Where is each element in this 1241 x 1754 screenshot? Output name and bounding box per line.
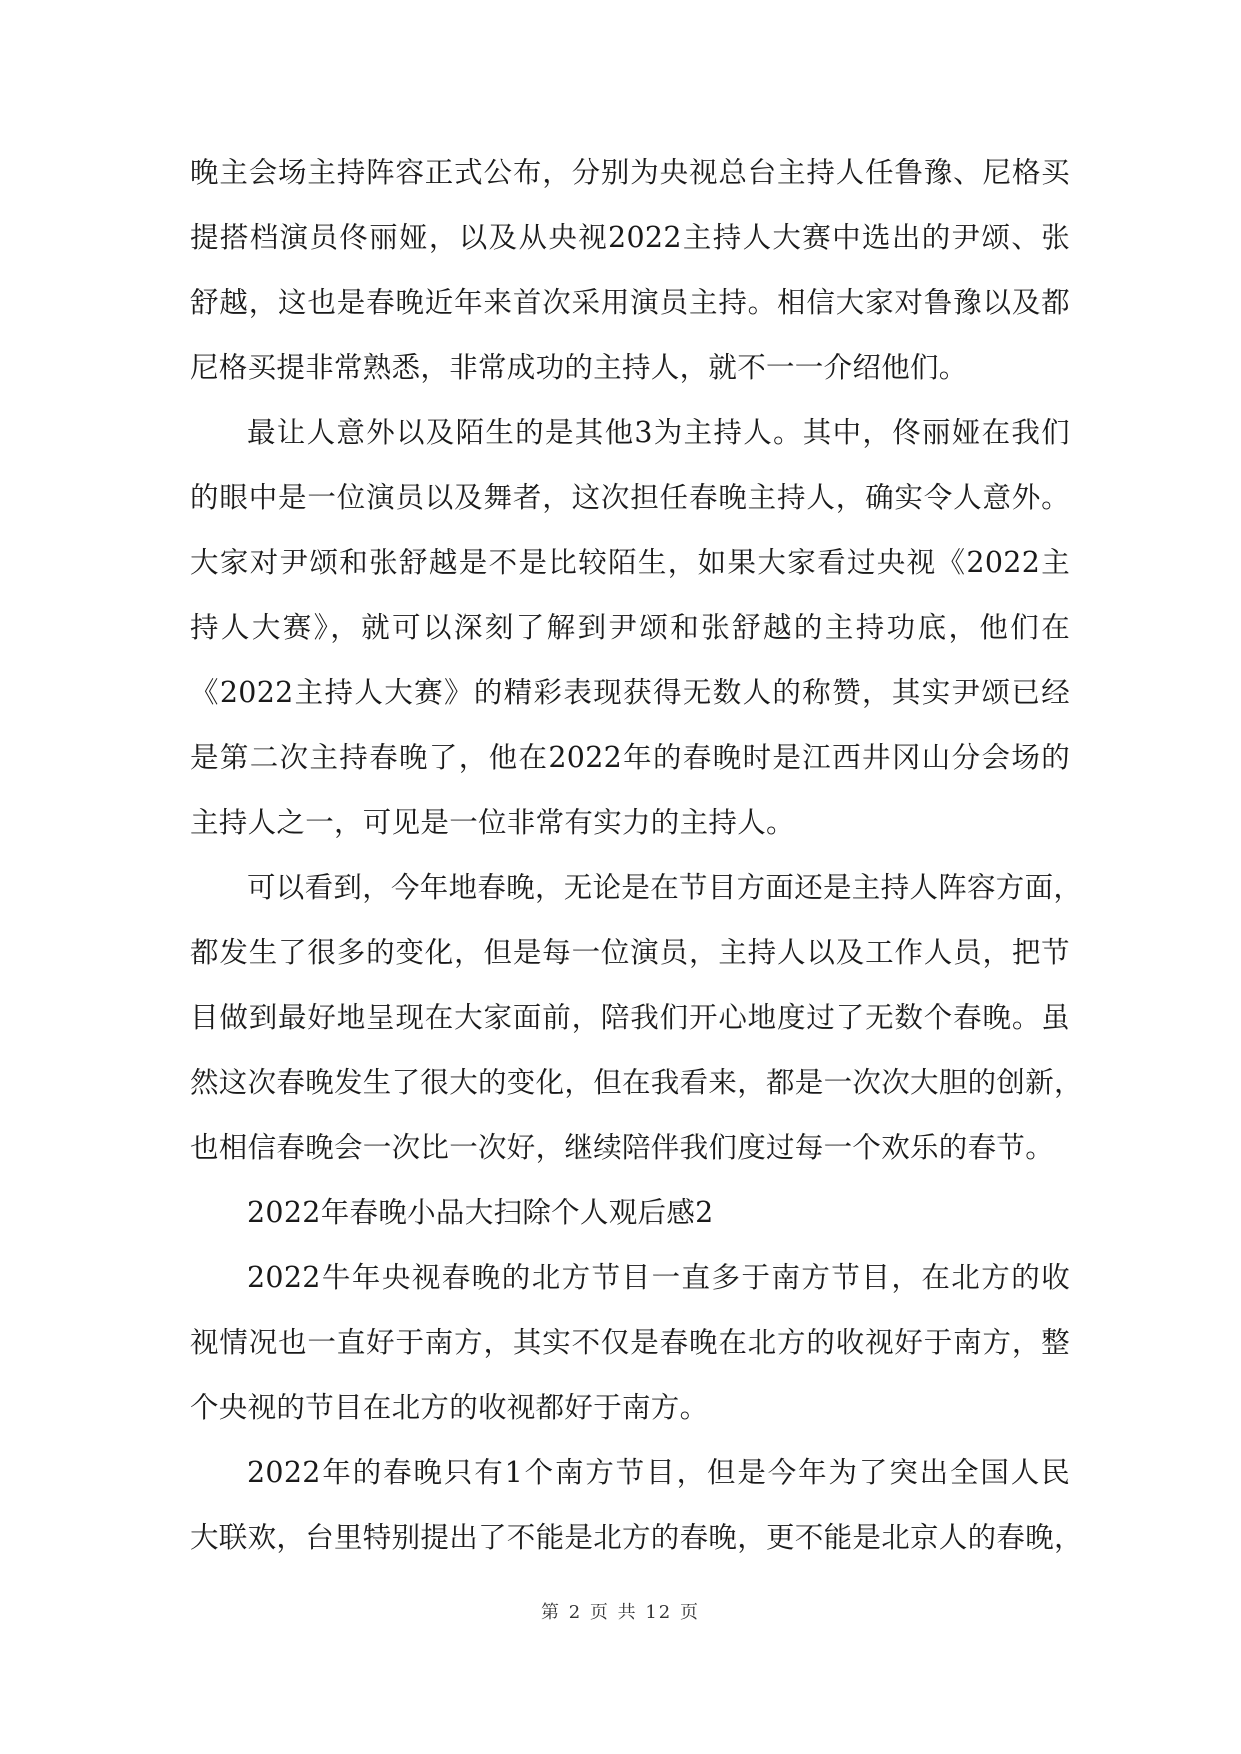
text-line: 《2022主持人大赛》的精彩表现获得无数人的称赞，其实尹颂已经 (190, 676, 1070, 709)
text-line: 主持人之一，可见是一位非常有实力的主持人。 (190, 806, 795, 839)
text-line: 也相信春晚会一次比一次好，继续陪伴我们度过每一个欢乐的春节。 (190, 1131, 1055, 1164)
text-line: 提搭档演员佟丽娅，以及从央视2022主持人大赛中选出的尹颂、张 (190, 221, 1070, 254)
text-line: 视情况也一直好于南方，其实不仅是春晚在北方的收视好于南方，整 (190, 1326, 1070, 1359)
paragraph-surprising-hosts (190, 400, 1070, 855)
text-line: 持人大赛》，就可以深刻了解到尹颂和张舒越的主持功底，他们在 (190, 611, 1070, 644)
text-line: 大联欢，台里特别提出了不能是北方的春晚，更不能是北京人的春晚， (190, 1521, 1083, 1554)
paragraph-north-south (190, 1245, 1070, 1440)
paragraph-changes (190, 855, 1083, 1180)
text-line: 2022年的春晚只有1个南方节目，但是今年为了突出全国人民 (247, 1456, 1070, 1489)
heading-text: 2022年春晚小品大扫除个人观后感2 (247, 1196, 714, 1229)
text-line: 晚主会场主持阵容正式公布，分别为央视总台主持人任鲁豫、尼格买 (190, 156, 1070, 189)
text-line: 是第二次主持春晚了，他在2022年的春晚时是江西井冈山分会场的 (190, 741, 1070, 774)
text-line: 最让人意外以及陌生的是其他3为主持人。其中，佟丽娅在我们 (247, 416, 1070, 449)
text-line: 大家对尹颂和张舒越是不是比较陌生，如果大家看过央视《2022主 (190, 546, 1070, 579)
text-line: 个央视的节目在北方的收视都好于南方。 (190, 1391, 709, 1424)
text-line: 然这次春晚发生了很大的变化，但在我看来，都是一次次大胆的创新， (190, 1066, 1083, 1099)
text-line: 目做到最好地呈现在大家面前，陪我们开心地度过了无数个春晚。虽 (190, 1001, 1070, 1034)
text-line: 都发生了很多的变化，但是每一位演员，主持人以及工作人员，把节 (190, 936, 1070, 969)
page-number-footer: 第 2 页 共 12 页 (541, 1602, 700, 1623)
section-heading (190, 1180, 1070, 1245)
document-body (190, 140, 1083, 1570)
text-line: 可以看到，今年地春晚，无论是在节目方面还是主持人阵容方面， (247, 871, 1083, 904)
paragraph-southern-programs (190, 1440, 1083, 1570)
text-line: 2022牛年央视春晚的北方节目一直多于南方节目，在北方的收 (247, 1261, 1070, 1294)
text-line: 舒越，这也是春晚近年来首次采用演员主持。相信大家对鲁豫以及都 (190, 286, 1070, 319)
paragraph-hosts-announced (190, 140, 1070, 400)
text-line: 尼格买提非常熟悉，非常成功的主持人，就不一一介绍他们。 (190, 351, 968, 384)
text-line: 的眼中是一位演员以及舞者，这次担任春晚主持人，确实令人意外。 (190, 481, 1070, 514)
